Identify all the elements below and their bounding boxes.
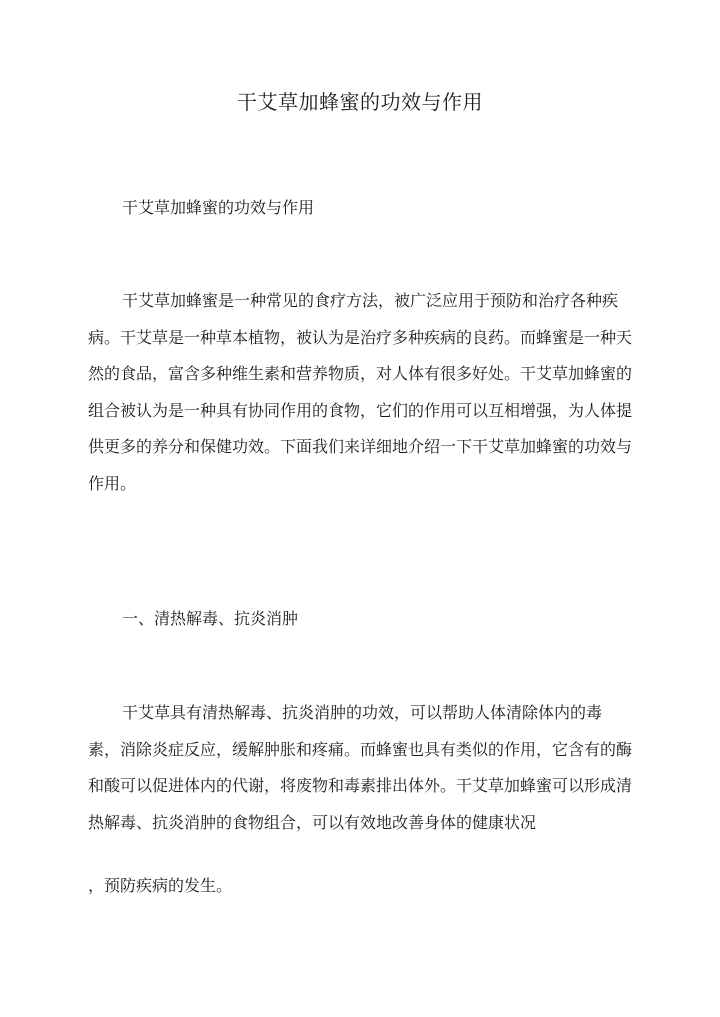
document-title: 干艾草加蜂蜜的功效与作用 <box>237 90 483 114</box>
document-subtitle: 干艾草加蜂蜜的功效与作用 <box>122 198 315 217</box>
section-1-paragraph: 干艾草具有清热解毒、抗炎消肿的功效，可以帮助人体清除体内的毒素，消除炎症反应，缓解肿胀和疼痛。而蜂蜜也具有类似的作用，它含有的酶和酸可以促进体内的代谢，将废物和毒素排出体外。干艾草加蜂蜜可以形成清热解毒、抗炎消肿的食物组合，可以有效地改善身体的健康状况 <box>88 703 633 832</box>
intro-paragraph: 干艾草加蜂蜜是一种常见的食疗方法，被广泛应用于预防和治疗各种疾病。干艾草是一种草本植物，被认为是治疗多种疾病的良药。而蜂蜜是一种天然的食品，富含多种维生素和营养物质，对人体有很多好处。干艾草加蜂蜜的组合被认为是一种具有协同作用的食物，它们的作用可以互相增强，为人体提供更多的养分和保健功效。下面我们来详细地介绍一下干艾草加蜂蜜的功效与作用。 <box>88 291 633 493</box>
section-1-paragraph-tail: ，预防疾病的发生。 <box>88 876 233 895</box>
section-heading-1: 一、清热解毒、抗炎消肿 <box>122 609 299 628</box>
